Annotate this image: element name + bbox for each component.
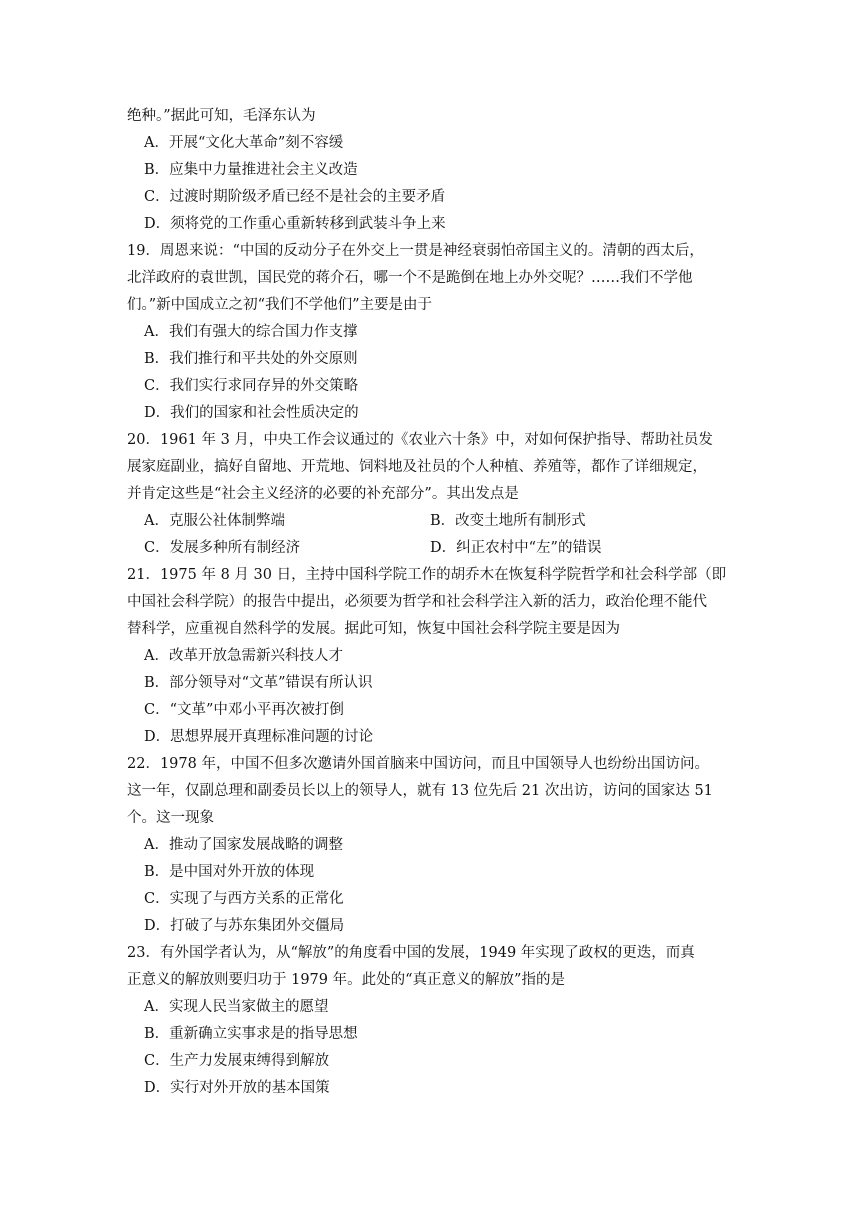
q19-stem-line-3: 们。”新中国成立之初“我们不学他们”主要是由于 — [127, 297, 432, 313]
q19-stem-line-1: 19．周恩来说：“中国的反动分子在外交上一贯是神经衰弱怕帝国主义的。清朝的西太后， — [127, 243, 704, 259]
q21-option-b: B．部分领导对“文革”错误有所认识 — [144, 675, 373, 691]
q23-option-d: D．实行对外开放的基本国策 — [144, 1080, 330, 1096]
q22-stem-line-1: 22．1978 年，中国不但多次邀请外国首脑来中国访问，而且中国领导人也纷纷出国访问。 — [127, 756, 709, 772]
q23-option-a: A．实现人民当家做主的愿望 — [144, 999, 329, 1015]
q20-option-a: A．克服公社体制弊端 — [144, 513, 285, 529]
q22-stem-line-2: 这一年，仅副总理和副委员长以上的领导人，就有 13 位先后 21 次出访，访问的国家达 51 — [127, 783, 713, 799]
q20-stem-line-3: 并肯定这些是“社会主义经济的必要的补充部分”。其出发点是 — [127, 486, 519, 502]
q22-option-d: D．打破了与苏东集团外交僵局 — [144, 918, 345, 934]
q19-stem-line-2: 北洋政府的袁世凯，国民党的蒋介石，哪一个不是跪倒在地上办外交呢？……我们不学他 — [127, 270, 693, 286]
q22-option-c: C．实现了与西方关系的正常化 — [144, 891, 344, 907]
q20-option-c: C．发展多种所有制经济 — [144, 540, 301, 556]
q19-option-d: D．我们的国家和社会性质决定的 — [144, 405, 359, 421]
q18-option-b: B．应集中力量推进社会主义改造 — [144, 162, 358, 178]
q19-option-b: B．我们推行和平共处的外交原则 — [144, 351, 358, 367]
q21-option-a: A．改革开放急需新兴科技人才 — [144, 648, 343, 664]
q23-stem-line-2: 正意义的解放则要归功于 1979 年。此处的“真正意义的解放”指的是 — [127, 972, 565, 988]
q21-stem-line-2: 中国社会科学院）的报告中提出，必须要为哲学和社会科学注入新的活力，政治伦理不能代 — [127, 594, 707, 610]
q23-option-b: B．重新确立实事求是的指导思想 — [144, 1026, 358, 1042]
q23-stem-line-1: 23．有外国学者认为，从“解放”的角度看中国的发展，1949 年实现了政权的更迭，而真 — [127, 945, 695, 961]
q20-option-d: D．纠正农村中“左”的错误 — [430, 540, 602, 556]
q18-option-a: A．开展“文化大革命”刻不容缓 — [144, 135, 344, 151]
q18-stem-tail: 绝种。”据此可知，毛泽东认为 — [127, 108, 316, 124]
q23-option-c: C．生产力发展束缚得到解放 — [144, 1053, 330, 1069]
q21-option-c: C．“文革”中邓小平再次被打倒 — [144, 702, 344, 718]
q20-stem-line-1: 20．1961 年 3 月，中央工作会议通过的《农业六十条》中，对如何保护指导、帮助社员发 — [127, 432, 713, 448]
q18-option-c: C．过渡时期阶级矛盾已经不是社会的主要矛盾 — [144, 189, 446, 205]
q19-option-c: C．我们实行求同存异的外交策略 — [144, 378, 359, 394]
q22-option-a: A．推动了国家发展战略的调整 — [144, 837, 343, 853]
q21-option-d: D．思想界展开真理标准问题的讨论 — [144, 729, 374, 745]
q21-stem-line-1: 21．1975 年 8 月 30 日，主持中国科学院工作的胡乔木在恢复科学院哲学和社会科学部（即 — [127, 567, 727, 583]
q22-stem-line-3: 个。这一现象 — [127, 810, 214, 826]
q18-option-d: D．须将党的工作重心重新转移到武装斗争上来 — [144, 216, 446, 232]
q19-option-a: A．我们有强大的综合国力作支撑 — [144, 324, 358, 340]
q20-stem-line-2: 展家庭副业，搞好自留地、开荒地、饲料地及社员的个人种植、养殖等，都作了详细规定， — [127, 459, 707, 475]
q21-stem-line-3: 替科学，应重视自然科学的发展。据此可知，恢复中国社会科学院主要是因为 — [127, 621, 620, 637]
q22-option-b: B．是中国对外开放的体现 — [144, 864, 315, 880]
q20-option-b: B．改变土地所有制形式 — [430, 513, 586, 529]
